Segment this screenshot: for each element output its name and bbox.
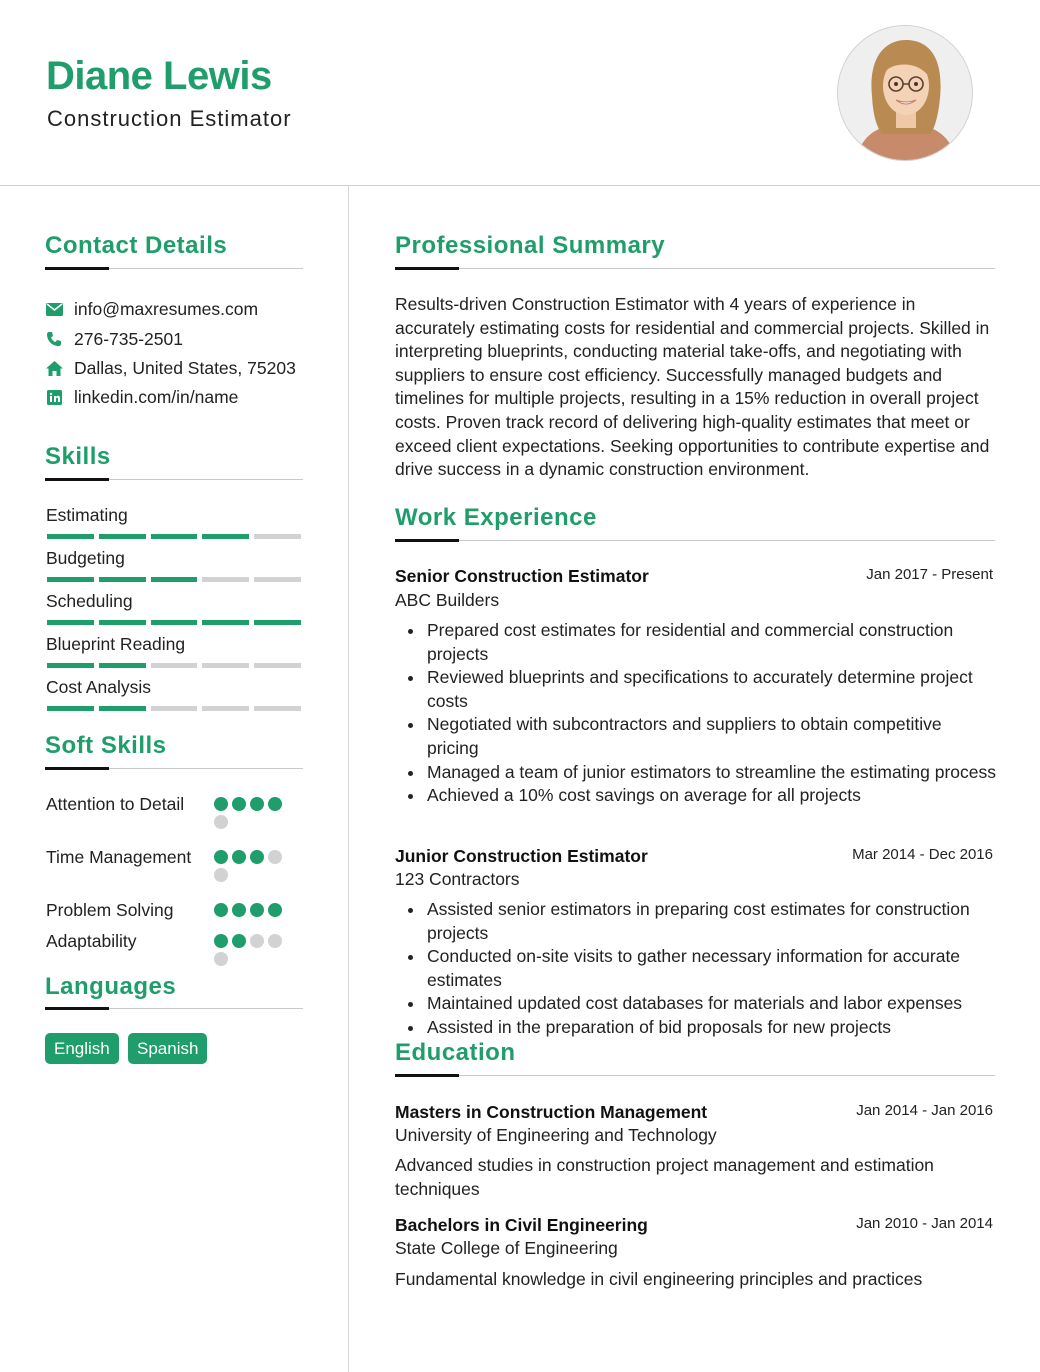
job-bullet: Conducted on-site visits to gather necessary information for accurate estimates bbox=[427, 945, 997, 992]
education-rule bbox=[395, 1075, 995, 1076]
contact-linkedin-text: linkedin.com/in/name bbox=[74, 386, 239, 407]
phone-icon bbox=[45, 330, 63, 348]
summary-text: Results-driven Construction Estimator with 4 years of experience in accurately estimating costs for residential and commercial projects. Skilled in interpreting blueprints, conducting material take-offs, and negotiating with suppliers to ensure cost efficiency. Successfully managed budgets and timelines for multiple projects, resulting in a 15% reduction in overall project costs. Proven track record of delivering high-quality estimates that meet or exceed client expectations. Seeking opportunities to contribute expertise and drive success in a dynamic construction environment. bbox=[395, 294, 990, 480]
rating-dot bbox=[250, 903, 264, 917]
skill-level-segment bbox=[47, 706, 94, 711]
contact-linkedin[interactable] bbox=[45, 386, 238, 408]
soft-skill-rating bbox=[214, 850, 286, 882]
job-bullets bbox=[427, 898, 997, 1040]
skill-level-segment bbox=[254, 706, 301, 711]
skill-level-segment bbox=[99, 706, 146, 711]
job-bullet: Achieved a 10% cost savings on average for all projects bbox=[427, 784, 997, 808]
job-bullet: Managed a team of junior estimators to streamline the estimating process bbox=[427, 761, 997, 785]
contact-email-text: info@maxresumes.com bbox=[74, 298, 259, 319]
job-bullet: Maintained updated cost databases for materials and labor expenses bbox=[427, 992, 997, 1016]
soft-skill-rating bbox=[214, 934, 286, 966]
skill-level-segment bbox=[47, 577, 94, 582]
skill-level-segment bbox=[254, 577, 301, 582]
skill-level-segment bbox=[99, 577, 146, 582]
skill-level-segment bbox=[99, 663, 146, 668]
contact-phone[interactable] bbox=[45, 328, 183, 350]
rating-dot bbox=[268, 797, 282, 811]
job-dates: Mar 2014 - Dec 2016 bbox=[852, 846, 993, 863]
degree-title: Bachelors in Civil Engineering bbox=[395, 1215, 648, 1235]
soft-skill-name: Problem Solving bbox=[46, 900, 174, 920]
job-bullet: Assisted senior estimators in preparing cost estimates for construction projects bbox=[427, 898, 997, 945]
job-company: ABC Builders bbox=[395, 590, 500, 610]
contact-email[interactable] bbox=[45, 298, 258, 320]
envelope-icon bbox=[45, 300, 63, 318]
job-bullet: Prepared cost estimates for residential and commercial construction projects bbox=[427, 619, 997, 666]
degree-title: Masters in Construction Management bbox=[395, 1102, 708, 1122]
job-bullet: Reviewed blueprints and specifications to accurately determine project costs bbox=[427, 666, 997, 713]
skill-bar bbox=[47, 577, 301, 582]
skill-level-segment bbox=[47, 534, 94, 539]
skill-level-segment bbox=[151, 663, 198, 668]
skill-level-segment bbox=[47, 663, 94, 668]
school-name: State College of Engineering bbox=[395, 1238, 618, 1258]
contact-heading: Contact Details bbox=[45, 232, 228, 259]
degree-description: Fundamental knowledge in civil engineering principles and practices bbox=[395, 1269, 923, 1289]
candidate-title: Construction Estimator bbox=[47, 106, 292, 131]
rating-dot bbox=[214, 850, 228, 864]
skill-level-segment bbox=[254, 620, 301, 625]
skill-level-segment bbox=[202, 663, 249, 668]
soft-skill-name: Adaptability bbox=[46, 931, 137, 951]
skill-name: Estimating bbox=[46, 505, 128, 525]
contact-address-text: Dallas, United States, 75203 bbox=[74, 357, 296, 378]
skill-name: Blueprint Reading bbox=[46, 634, 186, 654]
column-divider bbox=[348, 186, 349, 1372]
profile-photo bbox=[837, 25, 973, 161]
candidate-name: Diane Lewis bbox=[46, 54, 272, 98]
skill-bar bbox=[47, 620, 301, 625]
school-name: University of Engineering and Technology bbox=[395, 1125, 717, 1145]
skill-level-segment bbox=[151, 577, 198, 582]
rating-dot bbox=[268, 934, 282, 948]
skill-name: Cost Analysis bbox=[46, 677, 152, 697]
language-badge: Spanish bbox=[128, 1033, 207, 1064]
skills-heading: Skills bbox=[45, 443, 111, 470]
skill-bar bbox=[47, 706, 301, 711]
rating-dot bbox=[214, 815, 228, 829]
rating-dot bbox=[214, 903, 228, 917]
resume-header bbox=[0, 0, 1040, 186]
soft-skill-name: Attention to Detail bbox=[46, 794, 185, 814]
degree-dates: Jan 2014 - Jan 2016 bbox=[856, 1102, 993, 1119]
soft-skills-heading: Soft Skills bbox=[45, 732, 167, 759]
job-title: Senior Construction Estimator bbox=[395, 566, 649, 586]
rating-dot bbox=[250, 850, 264, 864]
languages-heading: Languages bbox=[45, 973, 177, 1000]
job-dates: Jan 2017 - Present bbox=[866, 566, 993, 583]
job-bullet: Assisted in the preparation of bid proposals for new projects bbox=[427, 1016, 997, 1040]
job-bullet: Negotiated with subcontractors and suppliers to obtain competitive pricing bbox=[427, 713, 997, 760]
degree-description: Advanced studies in construction project management and estimation techniques bbox=[395, 1155, 934, 1199]
rating-dot bbox=[232, 850, 246, 864]
home-icon bbox=[45, 359, 63, 377]
soft-skill-rating bbox=[214, 903, 286, 917]
skill-level-segment bbox=[254, 534, 301, 539]
job-title: Junior Construction Estimator bbox=[395, 846, 648, 866]
rating-dot bbox=[214, 868, 228, 882]
contact-address bbox=[45, 357, 296, 379]
rating-dot bbox=[214, 952, 228, 966]
soft-skills-rule bbox=[45, 768, 303, 769]
rating-dot bbox=[268, 903, 282, 917]
skill-level-segment bbox=[99, 620, 146, 625]
skill-level-segment bbox=[202, 620, 249, 625]
rating-dot bbox=[268, 850, 282, 864]
rating-dot bbox=[214, 934, 228, 948]
summary-heading: Professional Summary bbox=[395, 232, 666, 259]
language-badge: English bbox=[45, 1033, 119, 1064]
skill-level-segment bbox=[47, 620, 94, 625]
experience-rule bbox=[395, 540, 995, 541]
skill-level-segment bbox=[202, 706, 249, 711]
skill-level-segment bbox=[202, 534, 249, 539]
experience-heading: Work Experience bbox=[395, 504, 597, 531]
rating-dot bbox=[250, 797, 264, 811]
profile-photo-image bbox=[838, 26, 973, 161]
soft-skill-rating bbox=[214, 797, 286, 829]
skill-name: Scheduling bbox=[46, 591, 133, 611]
education-heading: Education bbox=[395, 1039, 516, 1066]
rating-dot bbox=[250, 934, 264, 948]
soft-skill-name: Time Management bbox=[46, 847, 192, 867]
contact-phone-text: 276-735-2501 bbox=[74, 328, 183, 349]
skill-bar bbox=[47, 663, 301, 668]
rating-dot bbox=[232, 934, 246, 948]
skills-rule bbox=[45, 479, 303, 480]
contact-rule bbox=[45, 268, 303, 269]
skill-name: Budgeting bbox=[46, 548, 125, 568]
rating-dot bbox=[232, 797, 246, 811]
degree-dates: Jan 2010 - Jan 2014 bbox=[856, 1215, 993, 1232]
skill-level-segment bbox=[151, 706, 198, 711]
skill-level-segment bbox=[254, 663, 301, 668]
skill-level-segment bbox=[202, 577, 249, 582]
rating-dot bbox=[232, 903, 246, 917]
linkedin-icon bbox=[45, 388, 63, 406]
skill-level-segment bbox=[151, 620, 198, 625]
summary-rule bbox=[395, 268, 995, 269]
rating-dot bbox=[214, 797, 228, 811]
skill-level-segment bbox=[99, 534, 146, 539]
job-bullets bbox=[427, 619, 997, 808]
job-company: 123 Contractors bbox=[395, 869, 520, 889]
skill-level-segment bbox=[151, 534, 198, 539]
skill-bar bbox=[47, 534, 301, 539]
languages-rule bbox=[45, 1008, 303, 1009]
